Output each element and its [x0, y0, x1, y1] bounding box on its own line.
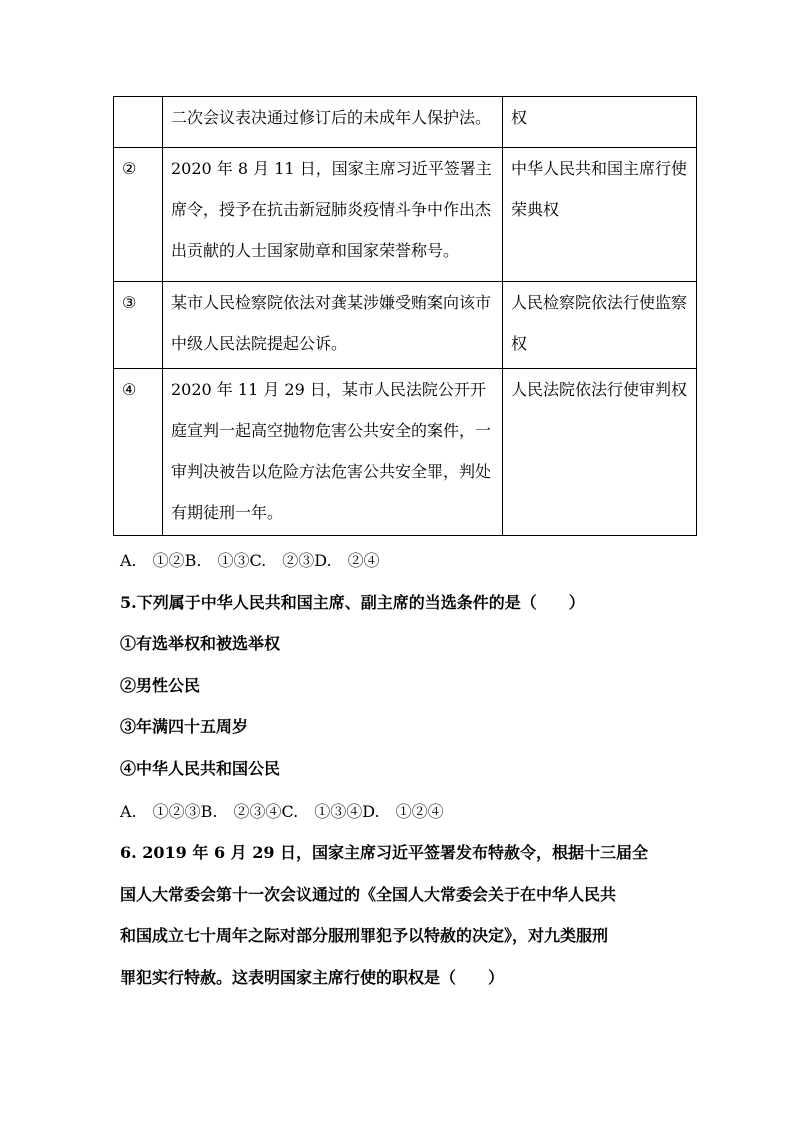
row-event: 2020 年 8 月 11 日，国家主席习近平签署主席令，授予在抗击新冠肺炎疫情斗争中作出杰出贡献的人士国家勋章和国家荣誉称号。: [163, 148, 503, 282]
question-5-options: A. ①②③B. ②③④C. ①③④D. ①②④: [120, 802, 444, 821]
question-4-options: A. ①②B. ①③C. ②③D. ②④: [120, 551, 380, 570]
row-event: 2020 年 11 月 29 日，某市人民法院公开开庭宣判一起高空抛物危害公共安全的案件，一审判决被告以危险方法危害公共安全罪，判处有期徒刑一年。: [163, 369, 503, 536]
question-5-stem: 5.下列属于中华人民共和国主席、副主席的当选条件的是（ ）: [120, 593, 585, 612]
question-5-item: ③年满四十五周岁: [120, 717, 249, 736]
question-5-item: ①有选举权和被选举权: [120, 634, 281, 653]
question-6-line: 罪犯实行特赦。这表明国家主席行使的职权是（ ）: [120, 968, 505, 987]
table-row: [114, 148, 697, 282]
question-6-line: 6. 2019 年 6 月 29 日，国家主席习近平签署发布特赦令，根据十三届全: [120, 843, 649, 862]
question-6-line: 和国成立七十周年之际对部分服刑罪犯予以特赦的决定》，对九类服刑: [120, 926, 609, 945]
row-number: ③: [114, 282, 163, 369]
row-number: ②: [114, 148, 163, 282]
row-basis: 权: [503, 97, 697, 148]
table-row: [114, 369, 697, 536]
row-basis: 人民法院依法行使审判权: [503, 369, 697, 536]
row-basis: 人民检察院依法行使监察权: [503, 282, 697, 369]
row-number: [114, 97, 163, 148]
row-basis: 中华人民共和国主席行使荣典权: [503, 148, 697, 282]
question-5-item: ②男性公民: [120, 676, 201, 695]
row-event: 二次会议表决通过修订后的未成年人保护法。: [163, 97, 503, 148]
table-row: [114, 97, 697, 148]
row-event: 某市人民检察院依法对龚某涉嫌受贿案向该市中级人民法院提起公诉。: [163, 282, 503, 369]
table-row: [114, 282, 697, 369]
row-number: ④: [114, 369, 163, 536]
question-6-line: 国人大常委会第十一次会议通过的《全国人大常委会关于在中华人民共: [120, 885, 617, 904]
question-5-item: ④中华人民共和国公民: [120, 759, 281, 778]
question-4-table: [113, 96, 697, 536]
